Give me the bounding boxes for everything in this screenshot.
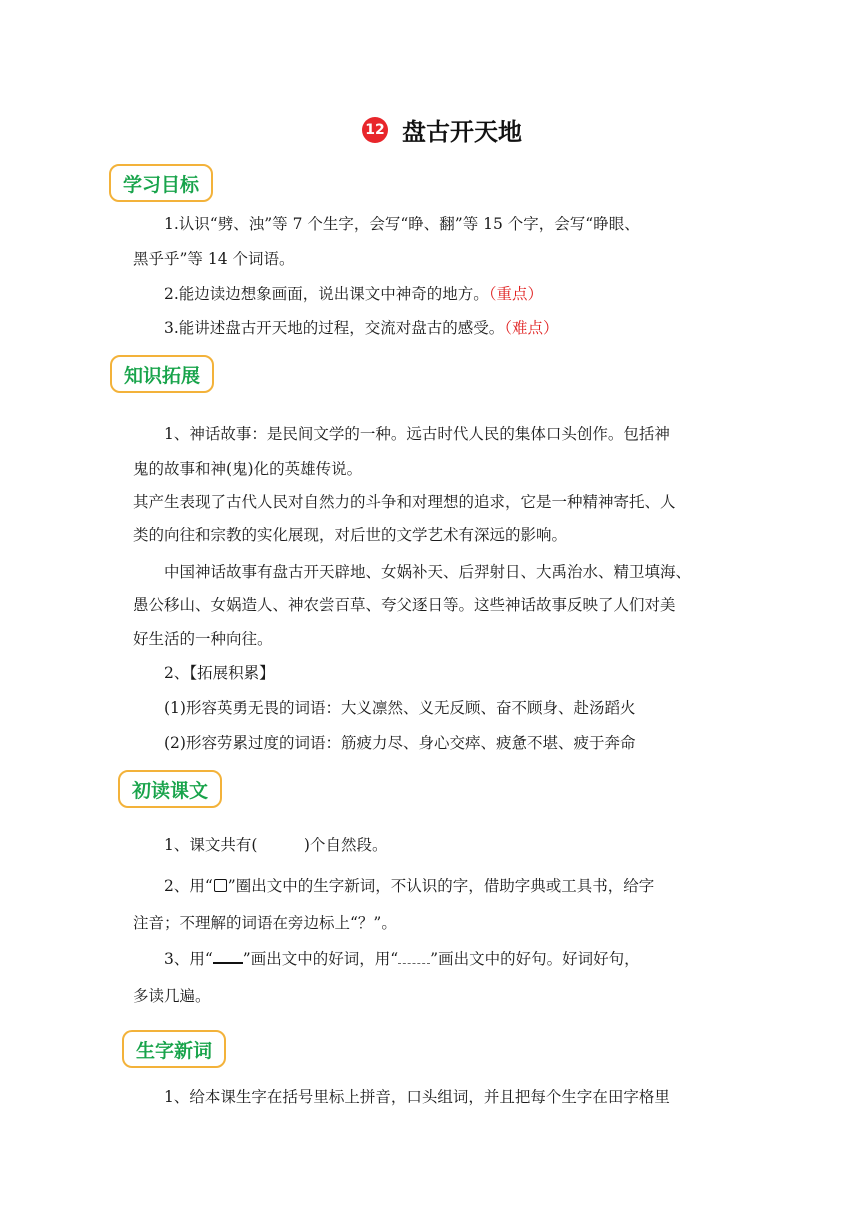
page-title: 盘古开天地 [402, 118, 522, 146]
knowledge-1-line-2: 鬼的故事和神(鬼)化的英雄传说。 [133, 460, 363, 478]
reading-2-line-2: 注音；不理解的词语在旁边标上“？”。 [133, 914, 397, 932]
reading-2-prefix: 2、用“ [164, 877, 213, 895]
goal-1-line-1: 1.认识“劈、浊”等 7 个生字，会写“睁、翻”等 15 个字，会写“睁眼、 [164, 215, 640, 233]
reading-3-part-a: 3、用“ [164, 950, 213, 968]
lesson-number-badge: 12 [362, 117, 388, 143]
knowledge-4: (1)形容英勇无畏的词语：大义凛然、义无反顾、奋不顾身、赴汤蹈火 [164, 699, 636, 717]
section-tag-knowledge: 知识拓展 [110, 355, 214, 393]
knowledge-1-line-4: 类的向往和宗教的实化展现，对后世的文学艺术有深远的影响。 [133, 526, 568, 544]
words-1: 1、给本课生字在括号里标上拼音，口头组词，并且把每个生字在田字格里 [164, 1088, 670, 1106]
lesson-title [0, 112, 860, 147]
wavy-underline-icon [398, 953, 430, 964]
reading-2-line-1 [164, 876, 764, 896]
knowledge-2-line-3: 好生活的一种向往。 [133, 630, 273, 648]
goal-3 [164, 318, 764, 338]
knowledge-2-line-2: 愚公移山、女娲造人、神农尝百草、夸父逐日等。这些神话故事反映了人们对美 [133, 596, 676, 614]
section-tag-reading: 初读课文 [118, 770, 222, 808]
goal-2 [164, 284, 764, 304]
knowledge-2-line-1: 中国神话故事有盘古开天辟地、女娲补天、后羿射日、大禹治水、精卫填海、 [164, 563, 692, 581]
goal-2-mark: （重点） [488, 285, 544, 303]
knowledge-5: (2)形容劳累过度的词语：筋疲力尽、身心交瘁、疲惫不堪、疲于奔命 [164, 734, 636, 752]
goal-3-mark: （难点） [504, 319, 559, 337]
section-tag-goals: 学习目标 [109, 164, 213, 202]
reading-3-part-b: ”画出文中的好词，用“ [242, 950, 399, 968]
knowledge-3: 2、【拓展积累】 [164, 664, 275, 682]
square-box-icon [214, 879, 227, 892]
section-tag-words: 生字新词 [122, 1030, 226, 1068]
solid-underline-icon [213, 952, 243, 964]
goal-3-text: 3.能讲述盘古开天地的过程，交流对盘古的感受。 [164, 319, 505, 337]
reading-1: 1、课文共有( )个自然段。 [164, 836, 388, 854]
reading-3-line-1 [164, 949, 764, 969]
reading-3-part-c: ”画出文中的好句。好词好句， [430, 950, 640, 968]
knowledge-1-line-3: 其产生表现了古代人民对自然力的斗争和对理想的追求，它是一种精神寄托、人 [133, 493, 676, 511]
goal-1-line-2: 黑乎乎”等 14 个词语。 [133, 250, 295, 268]
reading-2-suffix: ”圈出文中的生字新词，不认识的字，借助字典或工具书，给字 [227, 877, 655, 895]
reading-3-line-2: 多读几遍。 [133, 987, 211, 1005]
knowledge-1-line-1: 1、神话故事：是民间文学的一种。远古时代人民的集体口头创作。包括神 [164, 425, 670, 443]
goal-2-text: 2.能边读边想象画面，说出课文中神奇的地方。 [164, 285, 489, 303]
